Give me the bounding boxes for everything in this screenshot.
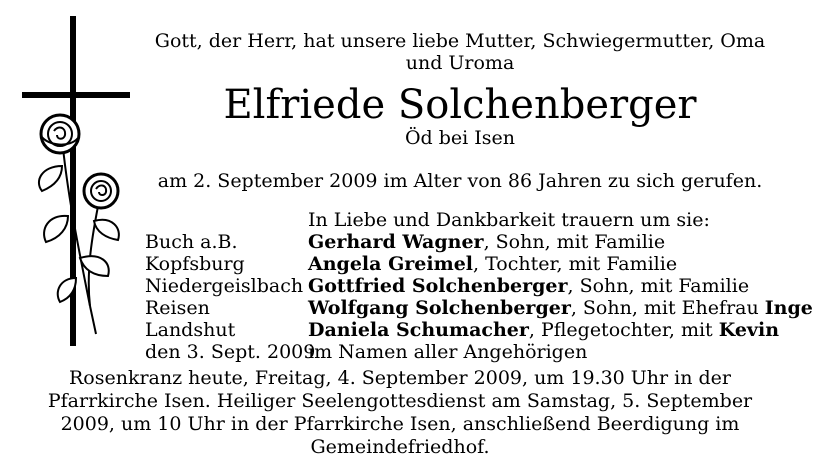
mourner-name: Daniela Schumacher bbox=[308, 319, 529, 341]
mourner-row bbox=[145, 319, 813, 341]
mourner-name: Gottfried Solchenberger bbox=[308, 275, 568, 297]
mourner-relation: , Sohn, mit Ehefrau bbox=[570, 297, 765, 319]
mourner-location: Kopfsburg bbox=[145, 253, 245, 275]
mourner-relation: , Pflegetochter, mit bbox=[528, 319, 719, 341]
mourner-row bbox=[145, 275, 813, 297]
mourner-row bbox=[145, 297, 813, 319]
mourner-name: Wolfgang Solchenberger bbox=[308, 297, 571, 319]
mourners-intro: In Liebe und Dankbarkeit trauern um sie: bbox=[308, 209, 710, 231]
closing-row bbox=[145, 341, 813, 363]
mourner-row bbox=[145, 231, 813, 253]
mourner-relation: , Sohn, mit Familie bbox=[483, 231, 666, 253]
death-notice: am 2. September 2009 im Alter von 86 Jahren zu sich gerufen. bbox=[157, 170, 763, 192]
mourner-extra: Kevin bbox=[718, 319, 780, 341]
mourner-name: Gerhard Wagner bbox=[308, 231, 484, 253]
mourner-extra: Inge bbox=[764, 297, 813, 319]
mourner-location: Landshut bbox=[145, 319, 236, 341]
mourner-relation: , Sohn, mit Familie bbox=[567, 275, 750, 297]
mourner-location: Buch a.B. bbox=[145, 231, 238, 253]
mourner-name: Angela Greimel bbox=[308, 253, 474, 275]
intro-text: Gott, der Herr, hat unsere liebe Mutter, Schwiegermutter, Oma und Uroma bbox=[154, 30, 766, 74]
deceased-place: Öd bei Isen bbox=[404, 127, 516, 149]
cross-with-roses-icon bbox=[22, 16, 134, 346]
mourner-row bbox=[145, 253, 813, 275]
mourner-location: Niedergeislbach bbox=[145, 275, 304, 297]
mourner-relation: , Tochter, mit Familie bbox=[473, 253, 678, 275]
closing-text: im Namen aller Angehörigen bbox=[308, 341, 588, 363]
service-info: Rosenkranz heute, Freitag, 4. September 2009, um 19.30 Uhr in der Pfarrkirche Isen. Heiliger Seelengottesdienst am Samstag, 5. September 2009, um 10 Uhr in der Pfarrkirche Isen, anschließend Beerdigung im Gemeindefriedhof. bbox=[47, 367, 753, 458]
closing-date: den 3. Sept. 2009 bbox=[145, 341, 316, 363]
mourners-list bbox=[145, 231, 813, 363]
deceased-name: Elfriede Solchenberger bbox=[223, 82, 697, 128]
mourner-location: Reisen bbox=[145, 297, 210, 319]
